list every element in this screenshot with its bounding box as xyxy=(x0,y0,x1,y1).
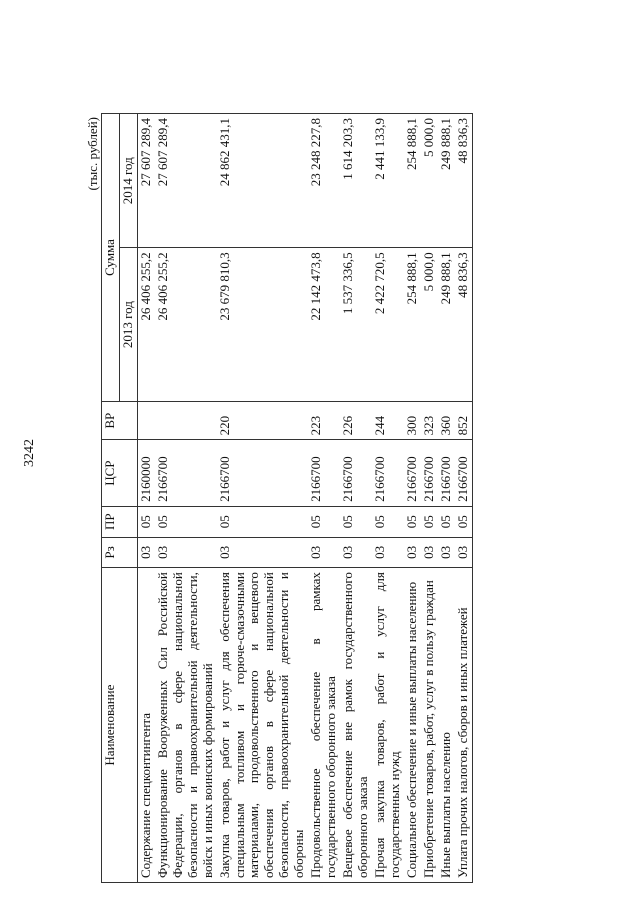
row-pr: 05 xyxy=(372,506,404,537)
table-row xyxy=(308,114,340,883)
table-row xyxy=(455,114,472,883)
header-sum: Сумма xyxy=(102,114,120,402)
row-sum-2013: 23 679 810,3 xyxy=(217,248,309,401)
table-row xyxy=(372,114,404,883)
row-rz: 03 xyxy=(155,537,217,568)
row-sum-2013: 5 000,0 xyxy=(421,248,438,401)
row-rz: 03 xyxy=(404,537,421,568)
header-vr: ВР xyxy=(102,401,138,440)
row-vr: 323 xyxy=(421,401,438,440)
row-pr: 05 xyxy=(137,506,154,537)
row-csr: 2160000 xyxy=(137,440,154,506)
row-vr: 360 xyxy=(438,401,455,440)
row-name: Уплата прочих налогов, сборов и иных платежей xyxy=(455,568,472,883)
row-sum-2013: 254 888,1 xyxy=(404,248,421,401)
row-name: Продовольственное обеспечение в рамках государственного оборонного заказа xyxy=(308,568,340,883)
row-csr: 2166700 xyxy=(455,440,472,506)
row-csr: 2166700 xyxy=(372,440,404,506)
row-sum-2013: 1 537 336,5 xyxy=(340,248,372,401)
header-name: Наименование xyxy=(102,568,138,883)
rotated-page xyxy=(85,113,555,883)
row-csr: 2166700 xyxy=(308,440,340,506)
table-row xyxy=(340,114,372,883)
row-sum-2014: 1 614 203,3 xyxy=(340,114,372,248)
row-sum-2013: 26 406 255,2 xyxy=(137,248,154,401)
row-vr: 244 xyxy=(372,401,404,440)
table-row xyxy=(217,114,309,883)
row-name: Вещевое обеспечение вне рамок государственного оборонного заказа xyxy=(340,568,372,883)
row-sum-2014: 27 607 289,4 xyxy=(155,114,217,248)
row-pr: 05 xyxy=(340,506,372,537)
row-sum-2013: 26 406 255,2 xyxy=(155,248,217,401)
row-sum-2014: 5 000,0 xyxy=(421,114,438,248)
row-vr: 300 xyxy=(404,401,421,440)
row-csr: 2166700 xyxy=(217,440,309,506)
row-csr: 2166700 xyxy=(404,440,421,506)
row-name: Социальное обеспечение и иные выплаты населению xyxy=(404,568,421,883)
row-pr: 05 xyxy=(155,506,217,537)
row-vr xyxy=(155,401,217,440)
row-pr: 05 xyxy=(217,506,309,537)
header-pr: ПР xyxy=(102,506,138,537)
header-rz: Рз xyxy=(102,537,138,568)
row-pr: 05 xyxy=(308,506,340,537)
row-name: Приобретение товаров, работ, услуг в пользу граждан xyxy=(421,568,438,883)
row-rz: 03 xyxy=(308,537,340,568)
row-sum-2014: 2 441 133,9 xyxy=(372,114,404,248)
row-sum-2013: 22 142 473,8 xyxy=(308,248,340,401)
row-sum-2013: 48 836,3 xyxy=(455,248,472,401)
row-vr: 223 xyxy=(308,401,340,440)
row-sum-2014: 249 888,1 xyxy=(438,114,455,248)
row-pr: 05 xyxy=(438,506,455,537)
row-sum-2014: 48 836,3 xyxy=(455,114,472,248)
row-sum-2013: 2 422 720,5 xyxy=(372,248,404,401)
row-vr: 226 xyxy=(340,401,372,440)
table-row xyxy=(421,114,438,883)
row-csr: 2166700 xyxy=(421,440,438,506)
row-sum-2014: 254 888,1 xyxy=(404,114,421,248)
row-vr: 220 xyxy=(217,401,309,440)
row-pr: 05 xyxy=(421,506,438,537)
header-2013: 2013 год xyxy=(119,248,137,401)
row-vr xyxy=(137,401,154,440)
table-row xyxy=(155,114,217,883)
row-csr: 2166700 xyxy=(438,440,455,506)
page-number: 3242 xyxy=(22,439,37,467)
row-sum-2014: 24 862 431,1 xyxy=(217,114,309,248)
row-pr: 05 xyxy=(455,506,472,537)
row-rz: 03 xyxy=(455,537,472,568)
row-name: Закупка товаров, работ и услуг для обеспечения специальным топливом и горюче-смазочными материалами, продовольственного и вещевого обеспечения органов в сфере национальной безопасности, правоохранительной деятельности и обороны xyxy=(217,568,309,883)
row-pr: 05 xyxy=(404,506,421,537)
row-name: Функционирование Вооруженных Сил Российской Федерации, органов в сфере национальной безопасности и правоохранительной деятельности, войск и иных воинских формирований xyxy=(155,568,217,883)
row-rz: 03 xyxy=(137,537,154,568)
row-sum-2013: 249 888,1 xyxy=(438,248,455,401)
row-sum-2014: 27 607 289,4 xyxy=(137,114,154,248)
table-row xyxy=(404,114,421,883)
row-name: Иные выплаты населению xyxy=(438,568,455,883)
row-csr: 2166700 xyxy=(155,440,217,506)
row-name: Прочая закупка товаров, работ и услуг для государственных нужд xyxy=(372,568,404,883)
row-sum-2014: 23 248 227,8 xyxy=(308,114,340,248)
row-vr: 852 xyxy=(455,401,472,440)
units-label: (тыс. рублей) xyxy=(85,117,100,191)
table-row xyxy=(137,114,154,883)
row-csr: 2166700 xyxy=(340,440,372,506)
header-2014: 2014 год xyxy=(119,114,137,248)
row-name: Содержание спецконтингента xyxy=(137,568,154,883)
budget-table xyxy=(101,113,473,883)
table-row xyxy=(438,114,455,883)
row-rz: 03 xyxy=(372,537,404,568)
row-rz: 03 xyxy=(421,537,438,568)
row-rz: 03 xyxy=(438,537,455,568)
header-csr: ЦСР xyxy=(102,440,138,506)
row-rz: 03 xyxy=(340,537,372,568)
row-rz: 03 xyxy=(217,537,309,568)
